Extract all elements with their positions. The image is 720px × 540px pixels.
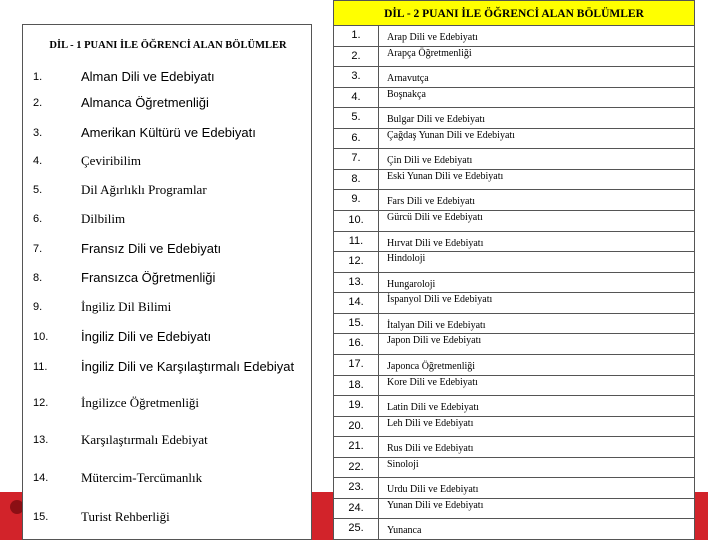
- dil2-row-label: Urdu Dili ve Edebiyatı: [387, 484, 479, 496]
- dil2-row-label: İspanyol Dili ve Edebiyatı: [387, 294, 493, 306]
- column-divider: [378, 108, 379, 128]
- column-divider: [378, 67, 379, 87]
- dil1-row: [23, 178, 313, 208]
- dil2-row-number: 13.: [348, 275, 364, 288]
- dil2-row: [334, 314, 694, 335]
- dil2-row: [334, 334, 694, 355]
- column-divider: [378, 190, 379, 210]
- dil2-row-number: 10.: [348, 214, 364, 227]
- dil2-row-label: Arap Dili ve Edebiyatı: [387, 32, 478, 43]
- dil2-row: [334, 396, 694, 417]
- dil1-row-number: 10.: [33, 331, 49, 343]
- dil2-row: [334, 232, 694, 253]
- dil1-row: [23, 91, 313, 121]
- dil2-row-number: 22.: [348, 460, 364, 473]
- dil2-row-label: Latin Dili ve Edebiyatı: [387, 402, 479, 414]
- dil2-row: [334, 129, 694, 150]
- dil2-row: [334, 273, 694, 294]
- dil1-row-number: 5.: [33, 184, 43, 196]
- column-divider: [378, 88, 379, 108]
- dil2-table: [333, 0, 695, 540]
- dil2-row-label: Boşnakça: [387, 88, 426, 100]
- dil1-row-label: Turist Rehberliği: [81, 509, 170, 524]
- dil2-row: [334, 67, 694, 88]
- column-divider: [378, 149, 379, 169]
- dil1-table: [22, 24, 312, 540]
- dil1-row-number: 2.: [33, 97, 43, 109]
- dil1-row: [23, 505, 313, 535]
- dil1-row-label: İngiliz Dil Bilimi: [81, 299, 172, 314]
- dil1-row-label: Almanca Öğretmenliği: [81, 95, 209, 110]
- dil2-row-number: 9.: [351, 193, 361, 206]
- column-divider: [378, 232, 379, 252]
- column-divider: [378, 519, 379, 539]
- dil2-row-label: Gürcü Dili ve Edebiyatı: [387, 212, 483, 224]
- dil1-row-label: İngiliz Dili ve Edebiyatı: [81, 329, 212, 344]
- dil2-row: [334, 211, 694, 232]
- dil2-row-label: Kore Dili ve Edebiyatı: [387, 376, 478, 388]
- dil1-row: [23, 325, 313, 355]
- dil2-row-label: Arapça Öğretmenliği: [387, 47, 472, 59]
- dil2-row-label: Hırvat Dili ve Edebiyatı: [387, 237, 484, 249]
- dil2-row: [334, 26, 694, 47]
- dil1-row-label: İngiliz Dili ve Karşılaştırmalı Edebiyat: [81, 359, 295, 374]
- dil2-rows: [333, 26, 695, 540]
- dil2-row-label: Arnavutça: [387, 73, 429, 85]
- dil1-row-number: 6.: [33, 213, 43, 225]
- dil1-row: [23, 391, 313, 421]
- column-divider: [378, 252, 379, 272]
- dil2-row-number: 6.: [351, 131, 361, 144]
- dil1-row-number: 15.: [33, 511, 49, 523]
- dil2-row-number: 14.: [348, 296, 364, 309]
- column-divider: [378, 26, 379, 46]
- dil2-row: [334, 499, 694, 520]
- dil2-row: [334, 190, 694, 211]
- dil2-row-number: 21.: [348, 440, 364, 453]
- footer-edge: [708, 492, 720, 540]
- dil2-row-label: Hindoloji: [387, 253, 426, 265]
- dil2-row: [334, 149, 694, 170]
- dil2-row: [334, 293, 694, 314]
- dil2-row-label: Leh Dili ve Edebiyatı: [387, 417, 474, 429]
- dil2-row: [334, 170, 694, 191]
- dil2-row-label: Çağdaş Yunan Dili ve Edebiyatı: [387, 129, 515, 141]
- column-divider: [378, 478, 379, 498]
- column-divider: [378, 314, 379, 334]
- dil1-row: [23, 355, 313, 385]
- dil1-row-label: Karşılaştırmalı Edebiyat: [81, 432, 208, 447]
- dil2-row-number: 1.: [351, 29, 361, 41]
- dil2-row: [334, 437, 694, 458]
- dil2-row-label: Rus Dili ve Edebiyatı: [387, 443, 474, 455]
- column-divider: [378, 396, 379, 416]
- dil2-row: [334, 47, 694, 68]
- dil2-row-label: Fars Dili ve Edebiyatı: [387, 196, 476, 208]
- dil1-row-label: Alman Dili ve Edebiyatı: [81, 69, 215, 84]
- dil2-row-number: 4.: [351, 90, 361, 103]
- column-divider: [378, 170, 379, 190]
- column-divider: [378, 129, 379, 149]
- dil1-row-number: 7.: [33, 243, 43, 255]
- dil2-row-label: Çin Dili ve Edebiyatı: [387, 155, 473, 167]
- dil2-row-number: 20.: [348, 419, 364, 432]
- dil2-row-number: 12.: [348, 255, 364, 268]
- dil1-row: [23, 207, 313, 237]
- dil2-row-label: Bulgar Dili ve Edebiyatı: [387, 114, 486, 126]
- dil2-row-number: 19.: [348, 399, 364, 412]
- dil2-row-label: Yunan Dili ve Edebiyatı: [387, 499, 484, 511]
- dil1-row-label: Amerikan Kültürü ve Edebiyatı: [81, 125, 256, 140]
- dil1-row-number: 4.: [33, 155, 43, 167]
- dil1-title: DİL - 1 PUANI İLE ÖĞRENCİ ALAN BÖLÜMLER: [49, 40, 287, 51]
- dil1-row-number: 11.: [33, 361, 48, 373]
- dil1-row-number: 8.: [33, 272, 43, 284]
- dil2-row: [334, 376, 694, 397]
- dil1-row: [23, 237, 313, 267]
- column-divider: [378, 458, 379, 478]
- dil2-row-number: 17.: [348, 357, 364, 370]
- dil1-row-number: 3.: [33, 127, 43, 139]
- dil2-row: [334, 252, 694, 273]
- dil1-row-label: Mütercim-Tercümanlık: [81, 470, 203, 485]
- column-divider: [378, 334, 379, 354]
- column-divider: [378, 499, 379, 519]
- dil2-row-number: 23.: [348, 481, 364, 494]
- column-divider: [378, 293, 379, 313]
- dil1-row-number: 14.: [33, 472, 49, 484]
- dil2-title: DİL - 2 PUANI İLE ÖĞRENCİ ALAN BÖLÜMLER: [333, 0, 695, 26]
- dil2-row-number: 8.: [351, 172, 361, 185]
- dil2-row-label: Japon Dili ve Edebiyatı: [387, 335, 482, 347]
- dil1-row-number: 13.: [33, 434, 49, 446]
- column-divider: [378, 273, 379, 293]
- dil2-row-number: 3.: [351, 70, 361, 83]
- dil2-row-number: 15.: [348, 316, 364, 329]
- dil1-row-number: 12.: [33, 397, 49, 409]
- dil1-row: [23, 266, 313, 296]
- dil1-row: [23, 428, 313, 458]
- column-divider: [378, 417, 379, 437]
- dil2-row-number: 25.: [348, 522, 364, 535]
- dil1-row: [23, 121, 313, 151]
- dil1-row: [23, 295, 313, 325]
- dil2-row-label: Japonca Öğretmenliği: [387, 360, 476, 372]
- dil2-row: [334, 458, 694, 479]
- dil1-row-label: İngilizce Öğretmenliği: [81, 395, 200, 410]
- dil2-row-label: Hungaroloji: [387, 278, 436, 290]
- dil2-row-number: 24.: [348, 501, 364, 514]
- column-divider: [378, 211, 379, 231]
- dil2-row: [334, 478, 694, 499]
- dil2-row-label: Sinoloji: [387, 458, 419, 470]
- dil2-row: [334, 519, 694, 540]
- dil1-row-label: Fransız Dili ve Edebiyatı: [81, 241, 222, 256]
- dil1-row-label: Çeviribilim: [81, 153, 141, 168]
- dil2-row-number: 18.: [348, 378, 364, 391]
- dil2-row: [334, 355, 694, 376]
- column-divider: [378, 376, 379, 396]
- dil2-row-number: 5.: [351, 111, 361, 124]
- dil2-row: [334, 88, 694, 109]
- dil2-row-number: 7.: [351, 152, 361, 165]
- dil2-row-number: 2.: [351, 49, 361, 62]
- dil2-row-number: 16.: [348, 337, 364, 350]
- dil1-row: [23, 466, 313, 496]
- dil2-row: [334, 417, 694, 438]
- dil1-row-label: Dil Ağırlıklı Programlar: [81, 182, 207, 197]
- dil2-row: [334, 108, 694, 129]
- dil2-row-label: Yunanca: [387, 525, 422, 537]
- column-divider: [378, 355, 379, 375]
- dil2-row-number: 11.: [348, 234, 364, 247]
- dil1-row-label: Dilbilim: [81, 211, 126, 226]
- dil2-row-label: İtalyan Dili ve Edebiyatı: [387, 319, 486, 331]
- column-divider: [378, 47, 379, 67]
- column-divider: [378, 437, 379, 457]
- dil1-row-label: Fransızca Öğretmenliği: [81, 270, 216, 285]
- dil2-row-label: Eski Yunan Dili ve Edebiyatı: [387, 170, 504, 182]
- dil1-row-number: 1.: [33, 71, 43, 83]
- dil1-row-number: 9.: [33, 301, 43, 313]
- dil1-row: [23, 149, 313, 179]
